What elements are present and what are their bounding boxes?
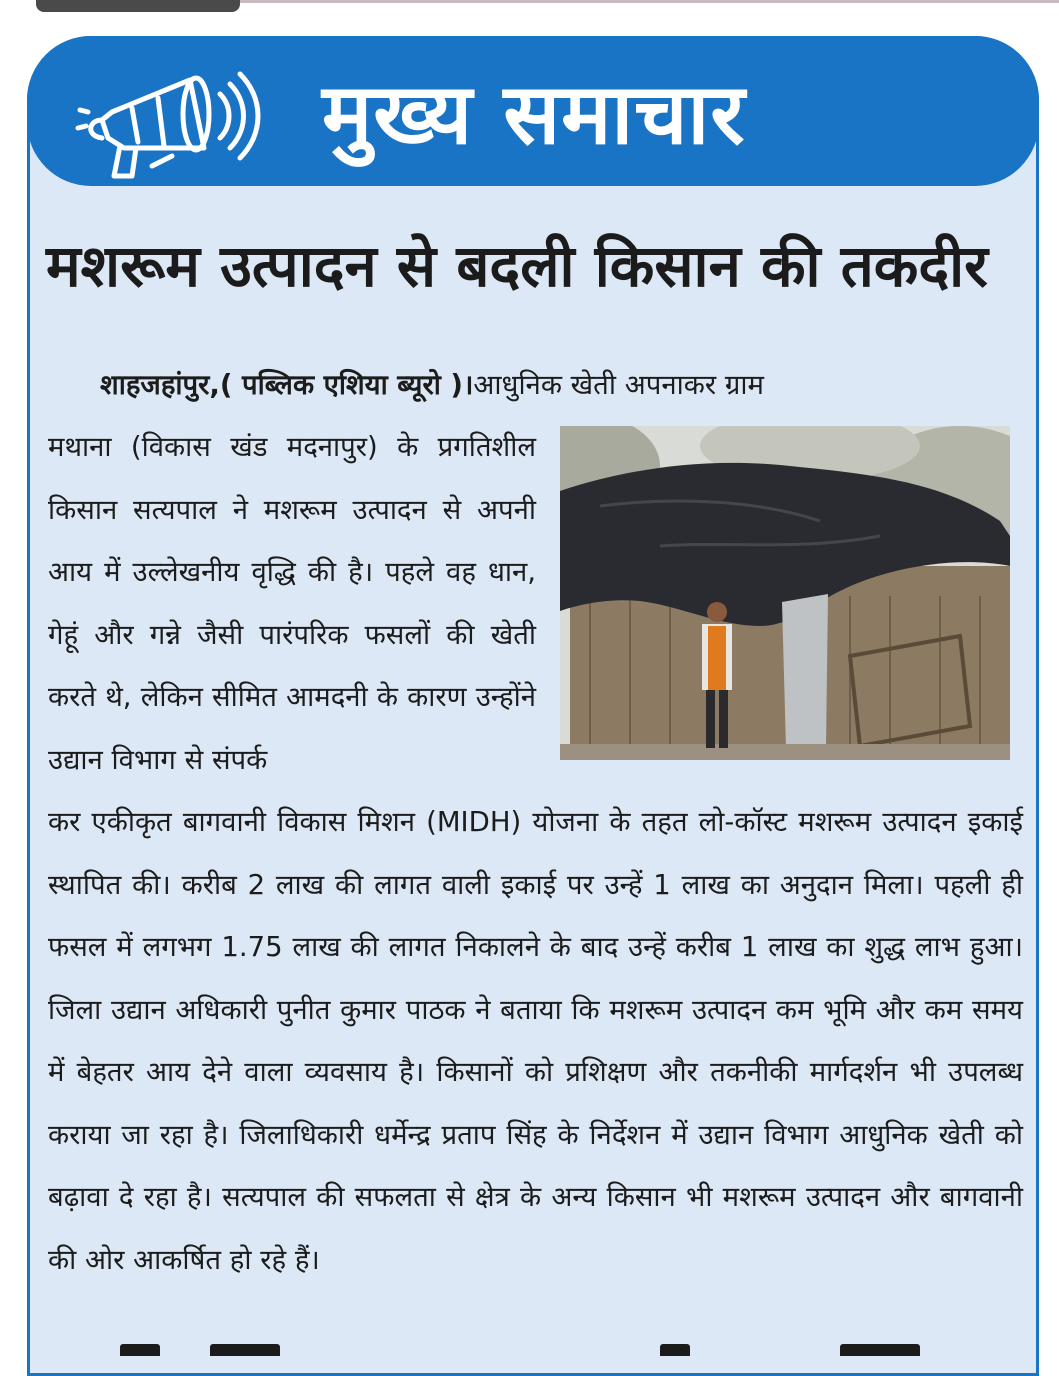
article-lead bbox=[48, 354, 1023, 416]
article-column-text: मथाना (विकास खंड मदनापुर) के प्रगतिशील किसान सत्यपाल ने मशरूम उत्पादन से अपनी आय में उल्लेखनीय वृद्धि की है। पहले वह धान, गेहूं और गन्ने जैसी पारंपरिक फसलों की खेती करते थे, लेकिन सीमित आमदनी के कारण उन्होंने उद्यान विभाग से संपर्क bbox=[48, 431, 536, 776]
lead-text: आधुनिक खेती अपनाकर ग्राम bbox=[473, 369, 764, 401]
article-body-text: कर एकीकृत बागवानी विकास मिशन (MIDH) योजना के तहत लो-कॉस्ट मशरूम उत्पादन इकाई स्थापित की। करीब 2 लाख की लागत वाली इकाई पर उन्हें 1 लाख का अनुदान मिला। पहली ही फसल में लगभग 1.75 लाख की लागत निकालने के बाद उन्हें करीब 1 लाख का शुद्ध लाभ हुआ। जिला उद्यान अधिकारी पुनीत कुमार पाठक ने बताया कि मशरूम उत्पादन कम भूमि और कम समय में बेहतर आय देने वाला व्यवसाय है। किसानों को प्रशिक्षण और तकनीकी मार्गदर्शन भी उपलब्ध कराया जा रहा है। जिलाधिकारी धर्मेन्द्र प्रताप सिंह के निर्देशन में उद्यान विभाग आधुनिक खेती को बढ़ावा दे रहा है। सत्यपाल की सफलता से क्षेत्र के अन्य किसान भी मशरूम उत्पादन और बागवानी की ओर आकर्षित हो रहे हैं। bbox=[48, 806, 1023, 1276]
section-title: मुख्य समाचार bbox=[322, 65, 746, 163]
article-headline: मशरूम उत्पादन से बदली किसान की तकदीर bbox=[46, 232, 988, 300]
farmer-mushroom-hut-photo bbox=[560, 426, 1010, 760]
top-tab-decoration bbox=[36, 0, 240, 12]
megaphone-icon bbox=[72, 52, 272, 182]
next-article-cutoff bbox=[100, 1344, 960, 1356]
article-dateline: शाहजहांपुर,( पब्लिक एशिया ब्यूरो )। bbox=[100, 369, 474, 401]
article-photo bbox=[560, 426, 1010, 760]
top-divider bbox=[240, 0, 1059, 3]
